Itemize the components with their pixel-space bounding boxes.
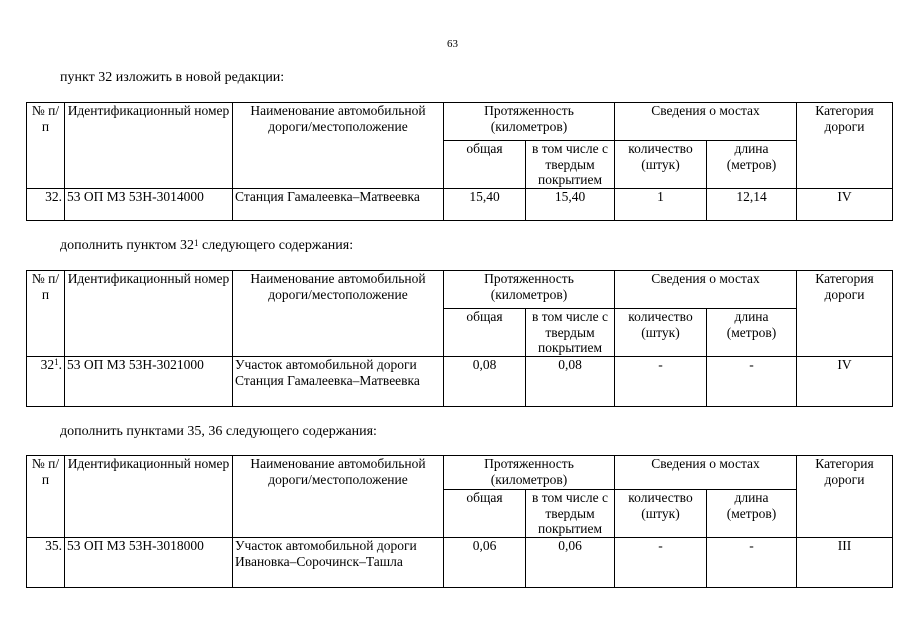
header-length-paved: в том числе с твердым покрытием	[526, 490, 615, 538]
header-length-paved: в том числе с твердым покрытием	[526, 309, 615, 357]
row-name: Станция Гамалеевка–Матвеевка	[233, 189, 444, 221]
row-category: III	[797, 538, 893, 588]
header-bridges: Сведения о мостах	[615, 456, 797, 490]
header-name: Наименование автомобильной дороги/местоположение	[233, 271, 444, 357]
header-id: Идентификационный номер	[65, 456, 233, 538]
header-name: Наименование автомобильной дороги/местоположение	[233, 456, 444, 538]
header-bridges-count: количество (штук)	[615, 309, 707, 357]
header-bridges-length: длина (метров)	[707, 490, 797, 538]
row-length-total: 0,08	[444, 357, 526, 407]
row-bridges-count: -	[615, 538, 707, 588]
row-category: IV	[797, 189, 893, 221]
paragraph-2-text: дополнить пунктом 32	[60, 238, 195, 253]
row-id: 53 ОП МЗ 53Н-3021000	[65, 357, 233, 407]
header-length: Протяженность (километров)	[444, 103, 615, 141]
row-num-superscript: 1	[54, 357, 59, 367]
row-num: 32.	[27, 189, 65, 221]
header-length: Протяженность (километров)	[444, 271, 615, 309]
header-bridges-count: количество (штук)	[615, 141, 707, 189]
header-bridges-length: длина (метров)	[707, 309, 797, 357]
header-bridges-count: количество (штук)	[615, 490, 707, 538]
header-id: Идентификационный номер	[65, 271, 233, 357]
header-length: Протяженность (километров)	[444, 456, 615, 490]
header-num: № п/п	[27, 456, 65, 538]
road-table-3	[26, 455, 893, 588]
row-id: 53 ОП МЗ 53Н-3018000	[65, 538, 233, 588]
table-row	[27, 189, 893, 221]
row-length-total: 0,06	[444, 538, 526, 588]
paragraph-3: дополнить пунктами 35, 36 следующего содержания:	[60, 424, 377, 439]
header-length-paved: в том числе с твердым покрытием	[526, 141, 615, 189]
row-id: 53 ОП МЗ 53Н-3014000	[65, 189, 233, 221]
paragraph-2-text-end: следующего содержания:	[198, 238, 354, 253]
row-bridges-count: -	[615, 357, 707, 407]
header-length-total: общая	[444, 490, 526, 538]
header-num: № п/п	[27, 271, 65, 357]
row-name: Участок автомобильной дороги Станция Гамалеевка–Матвеевка	[233, 357, 444, 407]
road-table-1	[26, 102, 893, 221]
header-id: Идентификационный номер	[65, 103, 233, 189]
row-name: Участок автомобильной дороги Ивановка–Сорочинск–Ташла	[233, 538, 444, 588]
page-number: 63	[447, 38, 458, 50]
row-num	[27, 357, 65, 407]
header-num: № п/п	[27, 103, 65, 189]
row-length-paved: 0,08	[526, 357, 615, 407]
header-category: Категория дороги	[797, 271, 893, 357]
row-bridges-length: 12,14	[707, 189, 797, 221]
row-bridges-count: 1	[615, 189, 707, 221]
row-category: IV	[797, 357, 893, 407]
row-bridges-length: -	[707, 538, 797, 588]
road-table-2	[26, 270, 893, 407]
header-name: Наименование автомобильной дороги/местоположение	[233, 103, 444, 189]
paragraph-1: пункт 32 изложить в новой редакции:	[60, 70, 285, 85]
paragraph-2-superscript: 1	[194, 238, 199, 248]
row-length-total: 15,40	[444, 189, 526, 221]
paragraph-2	[60, 238, 353, 254]
header-bridges: Сведения о мостах	[615, 271, 797, 309]
row-length-paved: 0,06	[526, 538, 615, 588]
header-bridges-length: длина (метров)	[707, 141, 797, 189]
row-num: 35.	[27, 538, 65, 588]
row-num-text: 32	[40, 357, 55, 372]
table-row	[27, 357, 893, 407]
header-length-total: общая	[444, 309, 526, 357]
header-bridges: Сведения о мостах	[615, 103, 797, 141]
table-row	[27, 538, 893, 588]
header-category: Категория дороги	[797, 456, 893, 538]
row-num-dot: .	[58, 357, 62, 372]
header-category: Категория дороги	[797, 103, 893, 189]
row-bridges-length: -	[707, 357, 797, 407]
header-length-total: общая	[444, 141, 526, 189]
row-length-paved: 15,40	[526, 189, 615, 221]
